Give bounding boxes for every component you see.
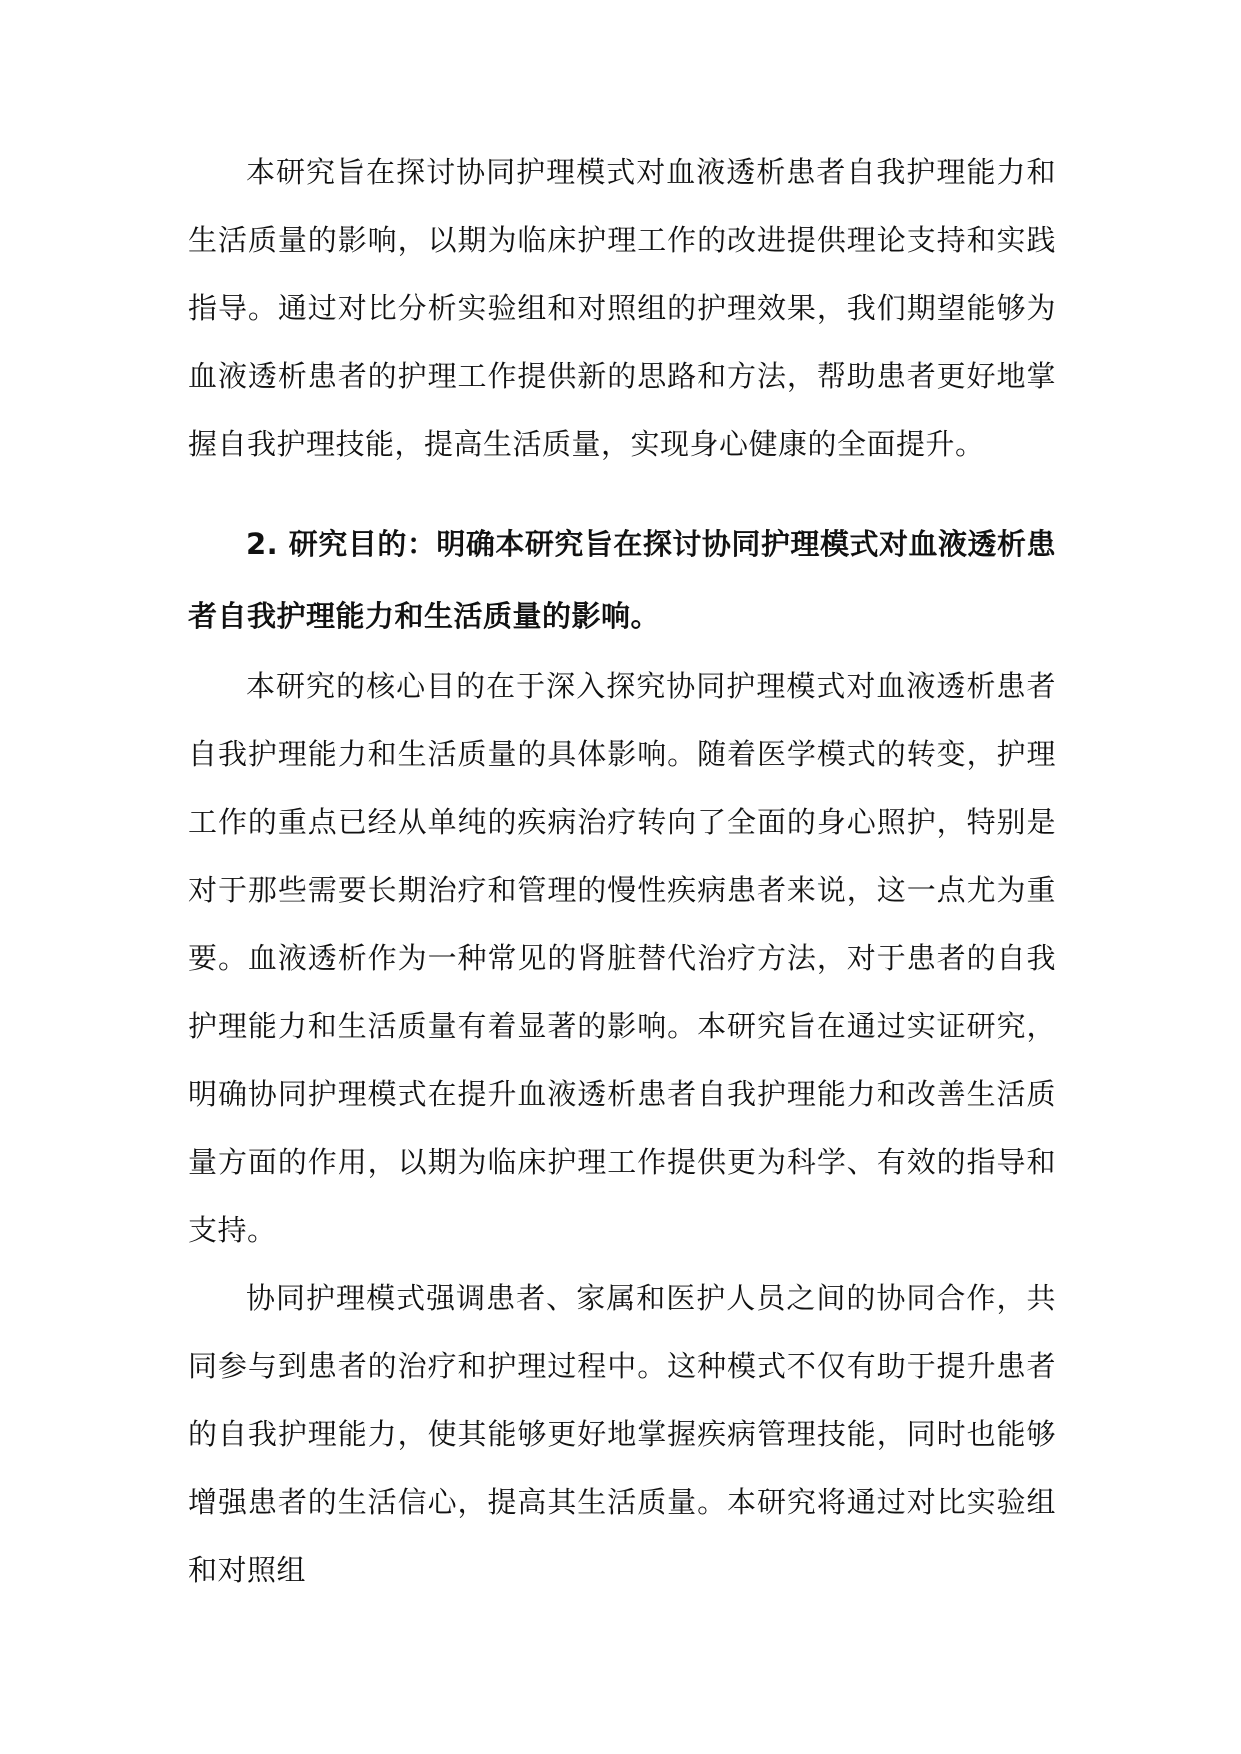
paragraph-collaborative-care-model: 协同护理模式强调患者、家属和医护人员之间的协同合作，共同参与到患者的治疗和护理过程中。这种模式不仅有助于提升患者的自我护理能力，使其能够更好地掌握疾病管理技能，同时也能够增强患者的生活信心，提高其生活质量。本研究将通过对比实验组和对照组	[188, 1281, 1056, 1587]
section-heading-research-purpose: 2. 研究目的：明确本研究旨在探讨协同护理模式对血液透析患者自我护理能力和生活质量的影响。	[188, 527, 1056, 633]
paragraph-intro-summary: 本研究旨在探讨协同护理模式对血液透析患者自我护理能力和生活质量的影响，以期为临床护理工作的改进提供理论支持和实践指导。通过对比分析实验组和对照组的护理效果，我们期望能够为血液透析患者的护理工作提供新的思路和方法，帮助患者更好地掌握自我护理技能，提高生活质量，实现身心健康的全面提升。	[188, 155, 1056, 461]
paragraph-research-core-purpose: 本研究的核心目的在于深入探究协同护理模式对血液透析患者自我护理能力和生活质量的具体影响。随着医学模式的转变，护理工作的重点已经从单纯的疾病治疗转向了全面的身心照护，特别是对于那些需要长期治疗和管理的慢性疾病患者来说，这一点尤为重要。血液透析作为一种常见的肾脏替代治疗方法，对于患者的自我护理能力和生活质量有着显著的影响。本研究旨在通过实证研究，明确协同护理模式在提升血液透析患者自我护理能力和改善生活质量方面的作用，以期为临床护理工作提供更为科学、有效的指导和支持。	[188, 669, 1056, 1247]
document-body	[188, 138, 1056, 1604]
